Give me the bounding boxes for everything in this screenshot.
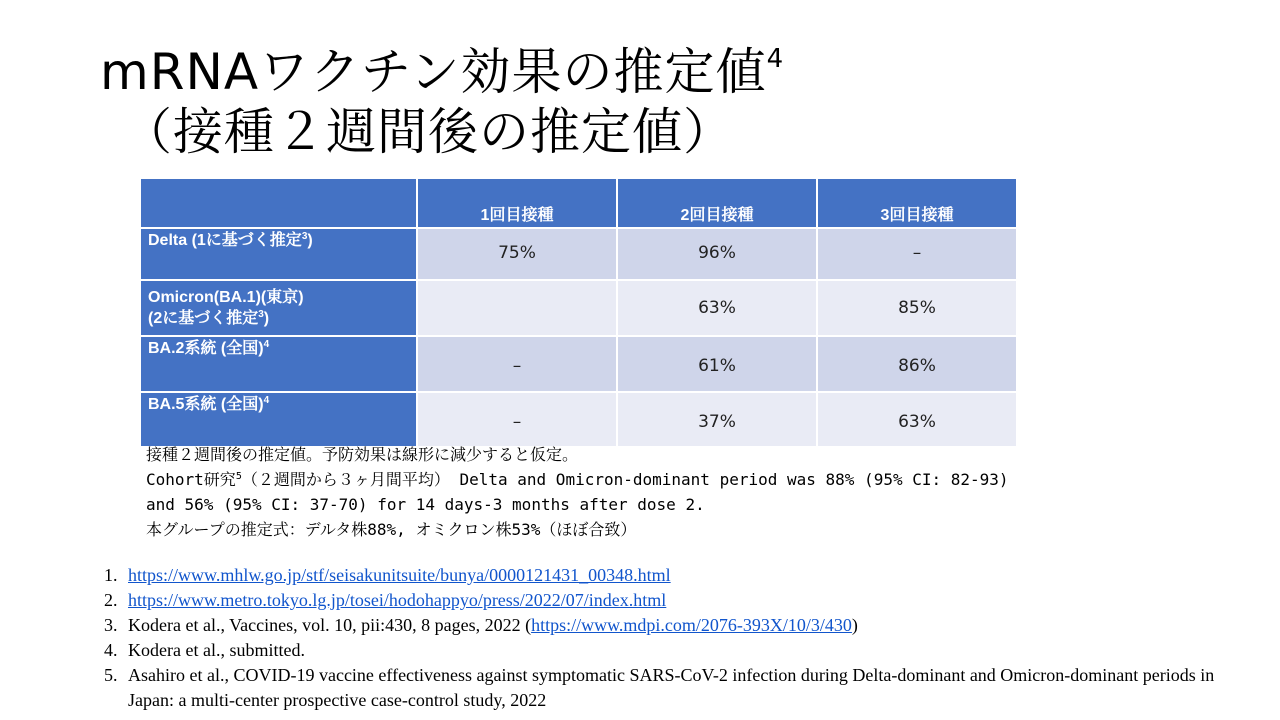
title-text: mRNAワクチン効果の推定値 (100, 43, 767, 101)
reference-item (104, 663, 1244, 713)
reference-number: 1. (104, 565, 118, 585)
header-dose-1: 1回目接種 (417, 178, 617, 228)
reference-item (104, 638, 1244, 663)
title-line-1 (100, 42, 784, 102)
table-cell (417, 280, 617, 336)
slide-title (100, 42, 784, 162)
reference-item (104, 563, 1244, 588)
row-label-text-2: (2に基づく推定 (148, 310, 259, 327)
note-footnote-ref: 5 (235, 471, 242, 482)
vaccine-effectiveness-table (139, 177, 1018, 448)
row-label-ba2 (140, 336, 417, 392)
table-cell: – (817, 228, 1017, 280)
table-cell: 63% (617, 280, 817, 336)
table-cell: – (417, 336, 617, 392)
table-cell: 85% (817, 280, 1017, 336)
title-footnote-ref: 4 (766, 44, 785, 74)
table-cell: 63% (817, 392, 1017, 447)
row-label-text: BA.5系統 (全国) (148, 396, 264, 413)
note-line-2 (146, 470, 1009, 489)
row-label-ba5 (140, 392, 417, 447)
reference-link[interactable]: https://www.mdpi.com/2076-393X/10/3/430 (531, 615, 852, 635)
table-row (140, 336, 1017, 392)
table-cell: 86% (817, 336, 1017, 392)
note-line-2-end: （２週間から３ヶ月間平均） Delta and Omicron-dominant period was 88% (95% CI: 82-93) (241, 470, 1009, 489)
row-footnote-ref: 3 (258, 309, 264, 320)
reference-text: Asahiro et al., COVID-19 vaccine effectiveness against symptomatic SARS-CoV-2 infection during Delta-dominant and Omicron-dominant periods in Japan: a multi-center prospective case-control study, 2022 (128, 665, 1215, 710)
row-label-text: BA.2系統 (全国) (148, 340, 264, 357)
reference-number: 4. (104, 640, 118, 660)
table-notes (146, 442, 1009, 542)
note-line-4: 本グループの推定式：デルタ株88%, オミクロン株53%（ほぼ合致） (146, 520, 637, 539)
reference-text: Kodera et al., submitted. (128, 640, 305, 660)
reference-list (104, 563, 1244, 713)
note-line-3: and 56% (95% CI: 37-70) for 14 days-3 months after dose 2. (146, 495, 705, 514)
header-corner (140, 178, 417, 228)
row-footnote-ref: 4 (263, 395, 270, 406)
reference-number: 3. (104, 615, 118, 635)
row-footnote-ref: 3 (301, 231, 308, 242)
title-line-2: （接種２週間後の推定値） (122, 103, 734, 161)
row-label-omicron-ba1 (140, 280, 417, 336)
row-label-text: Delta (1に基づく推定 (148, 232, 302, 249)
table-row (140, 392, 1017, 447)
reference-item (104, 588, 1244, 613)
row-footnote-ref: 4 (263, 339, 270, 350)
reference-link[interactable]: https://www.mhlw.go.jp/stf/seisakunitsuite/bunya/0000121431_00348.html (128, 565, 671, 585)
table-cell: 96% (617, 228, 817, 280)
reference-text: Kodera et al., Vaccines, vol. 10, pii:430, 8 pages, 2022 ( (128, 615, 532, 635)
note-line-2-start: Cohort研究 (146, 470, 236, 489)
table-row (140, 280, 1017, 336)
row-label-end: ) (307, 232, 313, 249)
note-line-1: 接種２週間後の推定値。予防効果は線形に減少すると仮定。 (146, 445, 579, 464)
table-cell: 37% (617, 392, 817, 447)
table-cell: 75% (417, 228, 617, 280)
table-row (140, 228, 1017, 280)
row-label-delta (140, 228, 417, 280)
header-dose-3: 3回目接種 (817, 178, 1017, 228)
reference-number: 2. (104, 590, 118, 610)
table-header-row (140, 178, 1017, 228)
row-label-text: Omicron(BA.1)(東京) (148, 289, 304, 306)
table-cell: 61% (617, 336, 817, 392)
reference-link[interactable]: https://www.metro.tokyo.lg.jp/tosei/hodohappyo/press/2022/07/index.html (128, 590, 667, 610)
row-label-end: ) (263, 310, 270, 327)
table-cell: – (417, 392, 617, 447)
reference-number: 5. (104, 665, 118, 685)
reference-text-end: ) (851, 615, 858, 635)
header-dose-2: 2回目接種 (617, 178, 817, 228)
reference-item (104, 613, 1244, 638)
